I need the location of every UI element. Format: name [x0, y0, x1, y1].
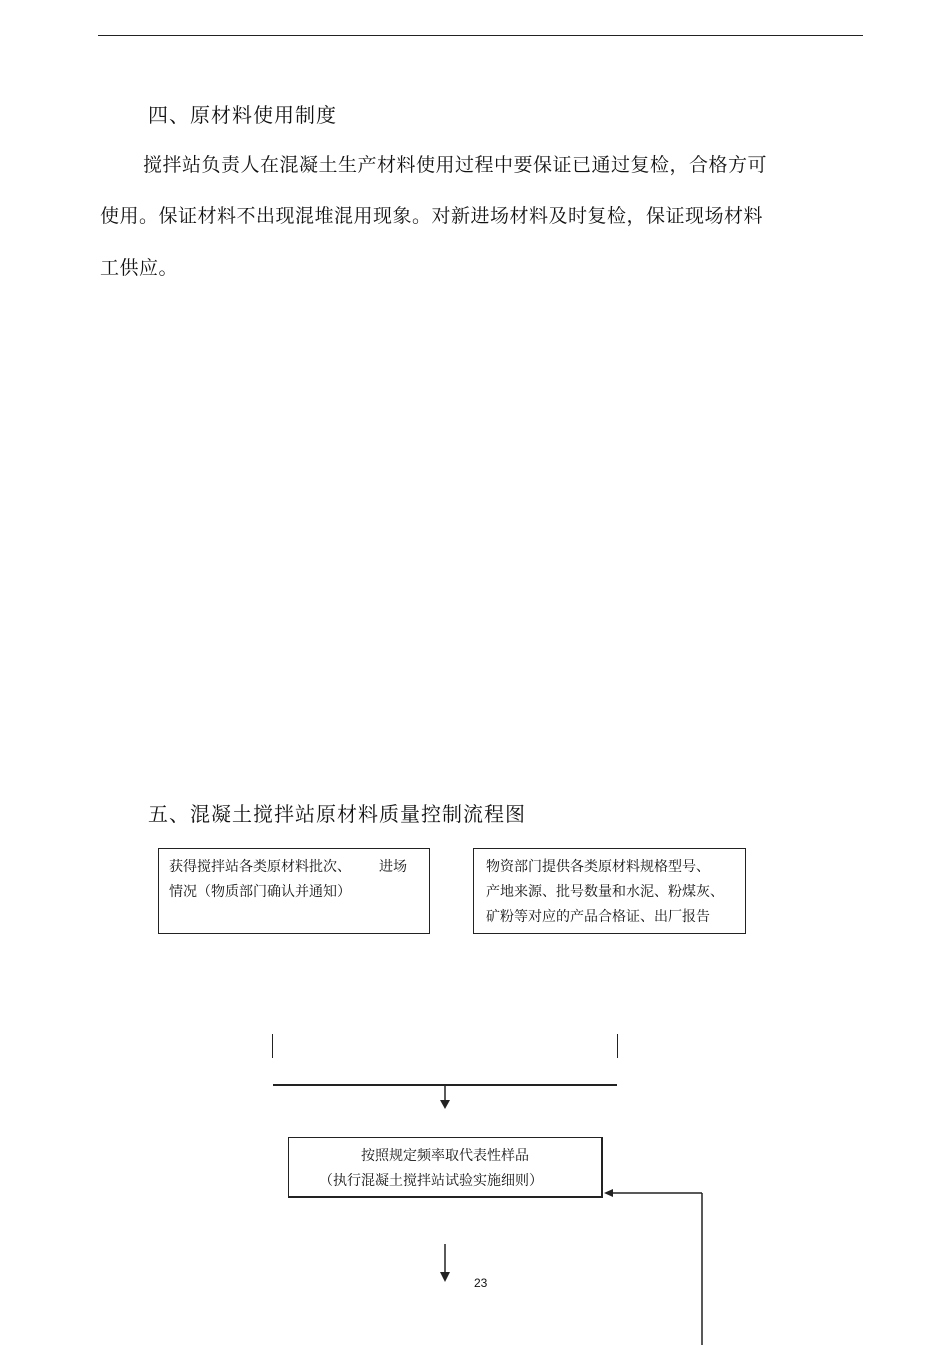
- arrow-left-icon: [604, 1189, 613, 1197]
- flow-box-material-docs: [473, 848, 746, 934]
- arrow-down-icon-2: [437, 1244, 453, 1284]
- flow-box-docs-line-3: 矿粉等对应的产品合格证、出厂报告: [486, 909, 710, 925]
- flow-box-batch-line-2: 情况（物质部门确认并通知）: [169, 884, 351, 900]
- flow-box-batch-line-1: [169, 855, 419, 880]
- flow-box-batch-line-1a: 获得搅拌站各类原材料批次、: [169, 859, 351, 875]
- paragraph-line-2: 使用。保证材料不出现混堆混用现象。对新进场材料及时复检，保证现场材料: [100, 205, 764, 227]
- flow-box-batch-info: [158, 848, 430, 934]
- section-5-heading: 五、混凝土搅拌站原材料质量控制流程图: [148, 802, 526, 826]
- flow-box-sampling-line-1: 按照规定频率取代表性样品: [361, 1148, 529, 1164]
- paragraph-line-3: 工供应。: [100, 257, 179, 279]
- flow-box-docs-line-1: 物资部门提供各类原材料规格型号、: [486, 859, 710, 875]
- paragraph-line-1: 搅拌站负责人在混凝土生产材料使用过程中要保证已通过复检，合格方可: [143, 154, 768, 176]
- flow-box-docs-line-2: 产地来源、批号数量和水泥、粉煤灰、: [486, 884, 724, 900]
- arrow-down-icon: [437, 1086, 453, 1110]
- flow-box-sampling-line-2: （执行混凝土搅拌站试验实施细则）: [319, 1173, 543, 1189]
- flow-box-batch-line-1b: 进场: [379, 859, 407, 875]
- connector-right-vertical: [617, 1034, 618, 1058]
- flow-box-sampling: [288, 1137, 603, 1198]
- page-number: 23: [474, 1276, 488, 1290]
- header-rule: [98, 35, 863, 36]
- connector-left-vertical: [272, 1034, 273, 1058]
- section-4-heading: 四、原材料使用制度: [148, 103, 337, 127]
- feedback-loop-connector: [600, 1185, 710, 1345]
